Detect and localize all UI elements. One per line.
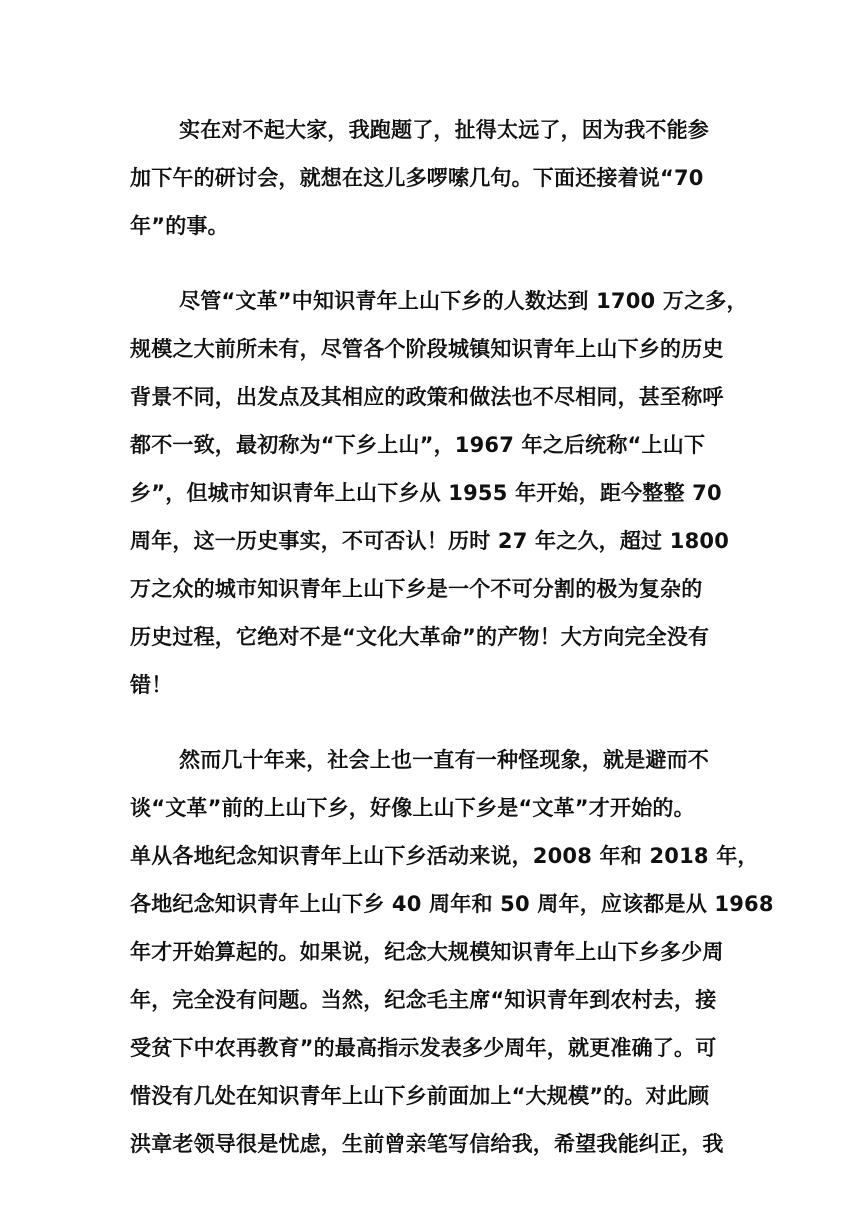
text-line: 谈“文革”前的上山下乡，好像上山下乡是“文革”才开始的。 bbox=[130, 796, 695, 820]
text-line: 年，完全没有问题。当然，纪念毛主席“知识青年到农村去，接 bbox=[130, 988, 717, 1012]
text-line: 洪章老领导很是忧虑，生前曾亲笔写信给我，希望我能纠正，我 bbox=[130, 1132, 724, 1156]
paragraph-1 bbox=[130, 106, 730, 250]
paragraph-3 bbox=[130, 736, 774, 1168]
text-line: 乡”，但城市知识青年上山下乡从 1955 年开始，距今整整 70 bbox=[130, 481, 722, 505]
text-line: 背景不同，出发点及其相应的政策和做法也不尽相同，甚至称呼 bbox=[130, 385, 724, 409]
text-line: 周年，这一历史事实，不可否认！历时 27 年之久，超过 1800 bbox=[130, 529, 730, 553]
text-line: 单从各地纪念知识青年上山下乡活动来说，2008 年和 2018 年， bbox=[130, 844, 759, 868]
text-line: 各地纪念知识青年上山下乡 40 周年和 50 周年，应该都是从 1968 bbox=[130, 892, 774, 916]
text-line: 然而几十年来，社会上也一直有一种怪现象，就是避而不 bbox=[179, 748, 709, 772]
text-line: 受贫下中农再教育”的最高指示发表多少周年，就更准确了。可 bbox=[130, 1036, 717, 1060]
text-line: 历史过程，它绝对不是“文化大革命”的产物！大方向完全没有 bbox=[130, 625, 710, 649]
text-line: 惜没有几处在知识青年上山下乡前面加上“大规模”的。对此顾 bbox=[130, 1084, 710, 1108]
text-line: 万之众的城市知识青年上山下乡是一个不可分割的极为复杂的 bbox=[130, 577, 703, 601]
paragraph-2 bbox=[130, 277, 748, 709]
text-line: 加下午的研讨会，就想在这儿多啰嗦几句。下面还接着说“70 bbox=[130, 166, 704, 190]
text-line: 尽管“文革”中知识青年上山下乡的人数达到 1700 万之多， bbox=[179, 289, 748, 313]
text-line: 规模之大前所未有，尽管各个阶段城镇知识青年上山下乡的历史 bbox=[130, 337, 724, 361]
text-line: 错！ bbox=[130, 673, 173, 697]
text-line: 年”的事。 bbox=[130, 214, 229, 238]
text-line: 年才开始算起的。如果说，纪念大规模知识青年上山下乡多少周 bbox=[130, 940, 724, 964]
text-line: 都不一致，最初称为“下乡上山”，1967 年之后统称“上山下 bbox=[130, 433, 706, 457]
text-line: 实在对不起大家，我跑题了，扯得太远了，因为我不能参 bbox=[179, 118, 709, 142]
document-body bbox=[130, 106, 774, 1195]
